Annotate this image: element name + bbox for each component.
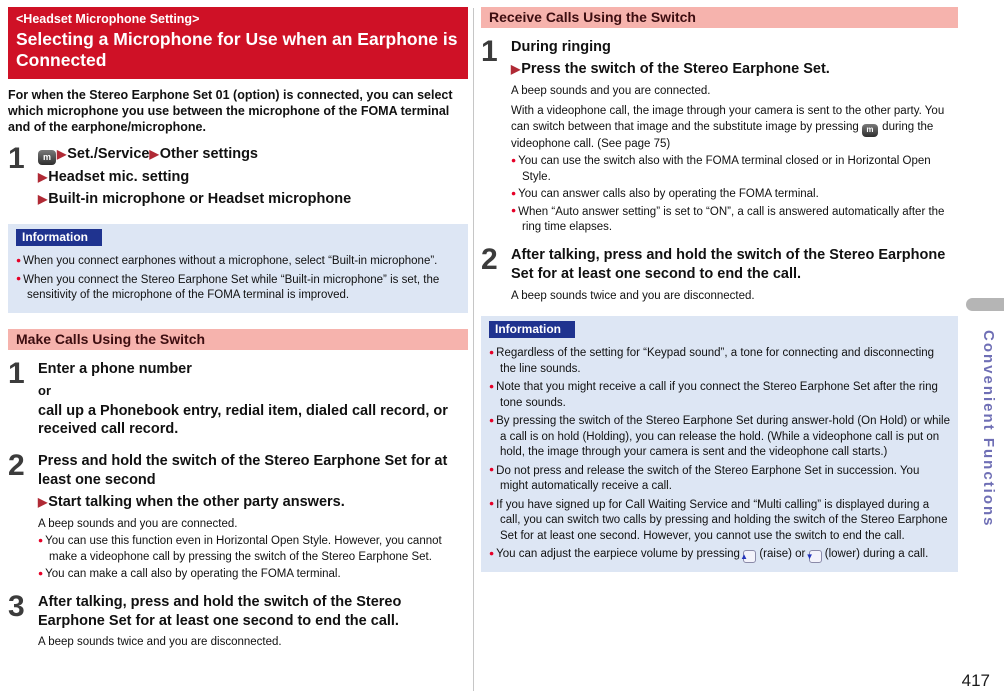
info-item (489, 547, 950, 563)
bullet-icon: ● (489, 547, 495, 558)
step-note-text: You can use the switch also with the FOMA terminal closed or in Horizontal Open Style. (518, 155, 931, 183)
step-content (38, 145, 468, 212)
section-header-make-calls: Make Calls Using the Switch (8, 329, 468, 350)
volume-down-glyph: ▼ (805, 552, 814, 562)
make-calls-step-2 (8, 449, 468, 583)
side-tab (966, 298, 1004, 311)
step-body-text: A beep sounds twice and you are disconnected. (511, 289, 755, 302)
information-box (8, 224, 468, 313)
intro-paragraph: For when the Stereo Earphone Set 01 (option) is connected, you can select which microphone you use between the microphone of the FOMA terminal and of the earphone/microphone. (8, 87, 453, 135)
menu-path-line-2 (38, 168, 468, 187)
step-note-text: When “Auto answer setting” is set to “ON”, a call is answered automatically after the ring time elapses. (518, 205, 945, 234)
step-note-text: You can answer calls also by operating the FOMA terminal. (518, 188, 819, 201)
bullet-icon: ● (511, 187, 517, 198)
step-body-text: A beep sounds and you are connected. (38, 517, 238, 530)
page-number: 417 (961, 671, 990, 690)
info-item (16, 254, 460, 270)
step-title: Enter a phone number (38, 360, 192, 377)
arrow-icon: ▶ (511, 61, 521, 76)
arrow-icon: ▶ (38, 494, 48, 509)
step-action (38, 493, 468, 512)
receive-calls-step-1 (481, 35, 958, 236)
info-item-text: By pressing the switch of the Stereo Earphone Set during answer-hold (On Hold) or while a call is on hold (Holding), you can release the hold. (While a videophone call is put on hold, the image through your camera is sent and the videophone call starts.) (496, 415, 950, 459)
left-column (8, 7, 468, 655)
arrow-icon: ▶ (57, 147, 67, 162)
step-content (38, 360, 468, 443)
menu-path-line-3 (38, 190, 468, 209)
setting-step-1 (8, 142, 468, 212)
step-note (38, 567, 468, 583)
step-number: 1 (8, 142, 25, 176)
info-item (16, 273, 460, 304)
chapter-label: Convenient Functions (980, 330, 997, 528)
menu-path-line-1 (38, 145, 468, 165)
step-body-paragraph (511, 104, 958, 152)
menu-path-segment: Built-in microphone or Headset microphone (48, 191, 352, 208)
info-item-text: Note that you might receive a call if you connect the Stereo Earphone Set after the ring tone sounds. (496, 381, 938, 409)
info-item (489, 464, 950, 495)
bullet-icon: ● (489, 464, 495, 475)
arrow-icon: ▶ (149, 147, 159, 162)
step-body-text: With a videophone call, the image through your camera is sent to the other party. You can switch between that image and the substitute image by pressing (511, 105, 945, 133)
bullet-icon: ● (38, 567, 44, 578)
step-action (511, 60, 958, 79)
step-content (38, 593, 468, 651)
menu-key-label: m (866, 124, 874, 134)
step-title: call up a Phonebook entry, redial item, dialed call record, or received call record. (38, 402, 448, 438)
info-item (489, 346, 950, 377)
make-calls-step-3 (8, 589, 468, 651)
page-title: Selecting a Microphone for Use when an Earphone is Connected (16, 29, 458, 71)
step-title: During ringing (511, 39, 611, 55)
volume-up-glyph: ▲ (740, 552, 749, 562)
bullet-icon: ● (511, 205, 517, 216)
step-number: 1 (481, 35, 498, 68)
section-header-receive-calls: Receive Calls Using the Switch (481, 7, 958, 28)
information-box (481, 316, 958, 572)
step-content (511, 246, 958, 304)
bullet-icon: ● (489, 498, 495, 509)
step-body-text: A beep sounds and you are connected. (511, 84, 711, 97)
info-item-text: (raise) or (759, 548, 806, 561)
step-number: 2 (8, 449, 25, 483)
step-number: 1 (8, 356, 25, 390)
menu-key-label: m (42, 152, 51, 163)
page-header (8, 7, 468, 79)
step-body-text: A beep sounds twice and you are disconnected. (38, 636, 282, 649)
volume-up-icon (740, 550, 756, 563)
step-number: 2 (481, 242, 498, 276)
right-column (481, 7, 958, 572)
information-header: Information (489, 321, 575, 338)
bullet-icon: ● (489, 414, 495, 425)
column-divider (473, 8, 474, 691)
receive-calls-step-2 (481, 242, 958, 304)
menu-key-icon (38, 150, 56, 165)
step-body-text: during the videophone call. (See page 75) (511, 120, 934, 150)
volume-down-icon (805, 550, 822, 563)
step-note (38, 534, 468, 565)
step-title: After talking, press and hold the switch of the Stereo Earphone Set for at least one second to end the call. (38, 593, 402, 629)
info-item-text: Do not press and release the switch of the Stereo Earphone Set in succession. You might automatically receive a call. (496, 464, 920, 493)
bullet-icon: ● (16, 273, 22, 284)
menu-path-segment: Set./Service (67, 146, 150, 163)
or-text: or (38, 382, 51, 398)
info-item-text: Regardless of the setting for “Keypad sound”, a tone for connecting and disconnecting the line sounds. (496, 347, 935, 375)
step-note (511, 205, 958, 236)
step-content (511, 38, 958, 236)
step-number: 3 (8, 589, 25, 623)
step-note-text: You can make a call also by operating the FOMA terminal. (45, 568, 341, 581)
info-item-text: When you connect the Stereo Earphone Set while “Built-in microphone” is set, the sensitivity of the microphone of the FOMA terminal is improved. (23, 273, 440, 302)
step-content (38, 452, 468, 583)
bullet-icon: ● (489, 380, 495, 391)
info-item (489, 380, 950, 411)
info-item (489, 414, 950, 461)
menu-key-icon (862, 124, 878, 137)
step-title: Press and hold the switch of the Stereo Earphone Set for at least one second (38, 453, 448, 489)
bullet-icon: ● (38, 534, 44, 545)
bullet-icon: ● (489, 346, 495, 357)
info-item (489, 498, 950, 545)
make-calls-step-1 (8, 356, 468, 443)
arrow-icon: ▶ (38, 192, 48, 207)
info-item-text: When you connect earphones without a microphone, select “Built-in microphone”. (23, 255, 438, 268)
step-note (511, 154, 958, 185)
info-item-text: If you have signed up for Call Waiting Service and “Multi calling” is displayed during a call, you can switch two calls by pressing and holding the switch of the Stereo Earphone Set for at least one second. However, you cannot use the switch to end the call. (496, 498, 948, 542)
step-note-text: You can use this function even in Horizontal Open Style. However, you cannot make a videophone call by pressing the switch of the Stereo Earphone Set. (45, 535, 442, 563)
arrow-icon: ▶ (38, 170, 48, 185)
bullet-icon: ● (511, 154, 517, 165)
info-item-text: You can adjust the earpiece volume by pressing (496, 548, 740, 561)
menu-path-segment: Other settings (159, 146, 258, 163)
step-note (511, 187, 958, 203)
step-action-text: Press the switch of the Stereo Earphone Set. (521, 60, 830, 77)
step-action-text: Start talking when the other party answers. (48, 493, 345, 510)
info-item-text: (lower) during a call. (824, 548, 929, 561)
information-header: Information (16, 229, 102, 246)
page-subtitle: <Headset Microphone Setting> (16, 12, 200, 26)
bullet-icon: ● (16, 254, 22, 265)
step-title: After talking, press and hold the switch of the Stereo Earphone Set for at least one second to end the call. (511, 246, 946, 282)
menu-path-segment: Headset mic. setting (48, 169, 190, 186)
